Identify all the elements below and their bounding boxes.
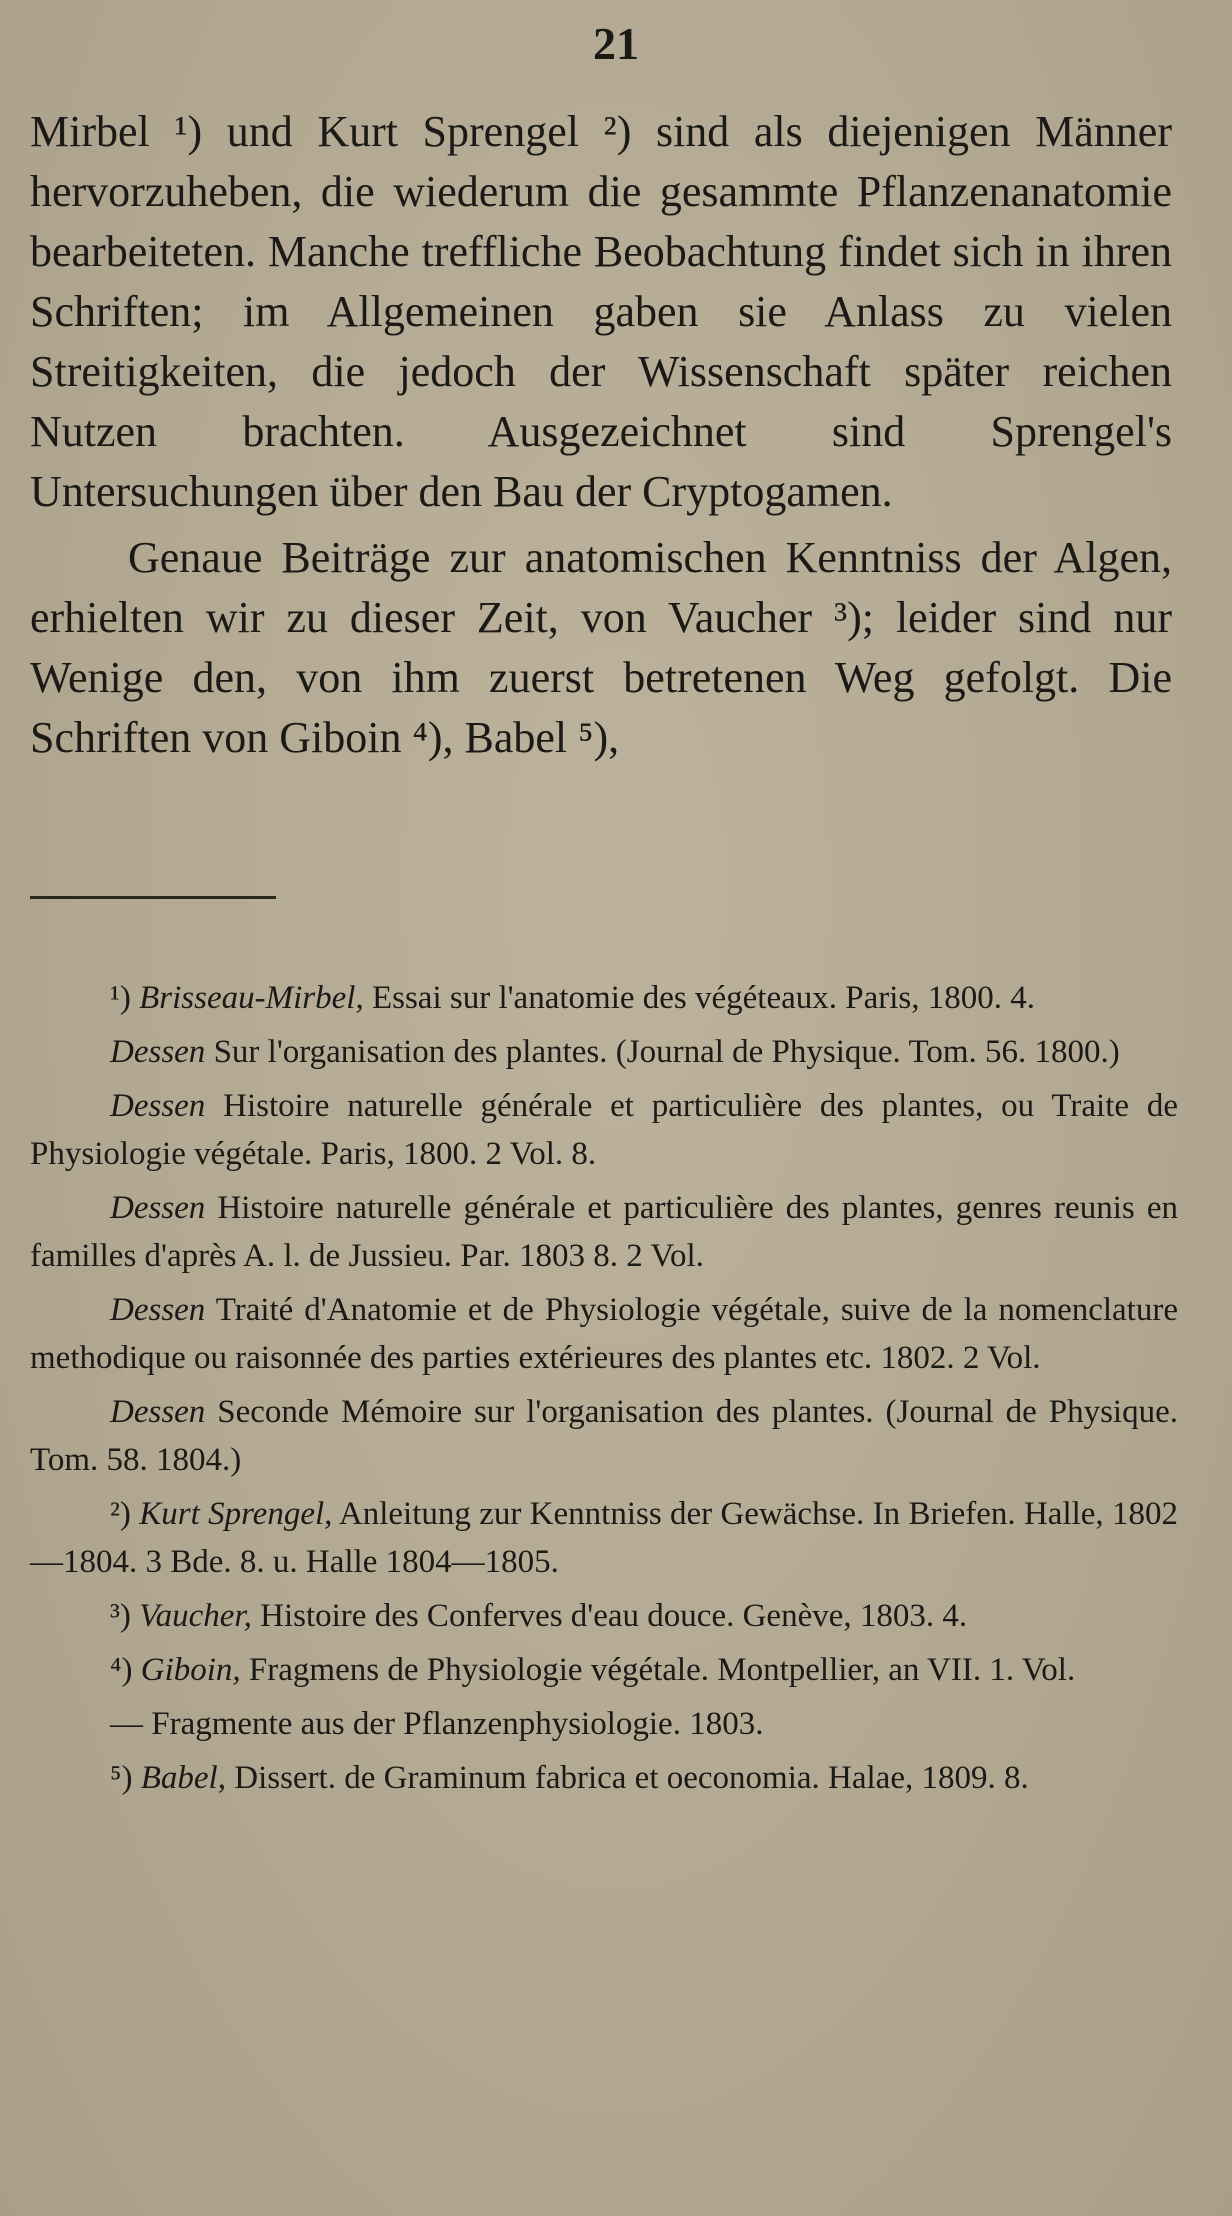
paragraph-1: Mirbel ¹) und Kurt Sprengel ²) sind als diejenigen Männer hervorzuheben, die wiederum die gesammte Pflanzenanatomie bearbeiteten. Manche treffliche Beobachtung findet sich in ihren Schriften; im Allgemeinen gaben sie Anlass zu vielen Streitigkeiten, die jedoch der Wissenschaft später reichen Nutzen brachten. Ausgezeichnet sind Sprengel's Untersuchungen über den Bau der Cryptogamen. xyxy=(30,107,1172,516)
footnote-author: Vaucher, xyxy=(139,1598,252,1634)
footnote-text: Dissert. de Graminum fabrica et oeconomia. Halae, 1809. 8. xyxy=(225,1760,1029,1796)
footnote-1-dessen-3 xyxy=(30,1184,1178,1280)
footnote-author: Babel, xyxy=(140,1760,226,1796)
page-number: 21 xyxy=(593,18,639,69)
footnote-text: Histoire naturelle générale et particulière des plantes, genres reunis en familles d'après A. l. de Jussieu. Par. 1803 8. 2 Vol. xyxy=(30,1190,1178,1274)
footnote-marker: ²) xyxy=(110,1496,131,1532)
footnote-text: Histoire des Conferves d'eau douce. Genève, 1803. 4. xyxy=(251,1598,968,1634)
footnote-author: Brisseau-Mirbel, xyxy=(139,980,364,1016)
footnote-author: Dessen xyxy=(110,1088,206,1124)
footnote-text: Sur l'organisation des plantes. (Journal de Physique. Tom. 56. 1800.) xyxy=(205,1034,1120,1070)
footnote-author: Kurt Sprengel, xyxy=(139,1496,333,1532)
footnote-1 xyxy=(30,974,1178,1022)
footnote-1-dessen-4 xyxy=(30,1286,1178,1382)
paragraph-2: Genaue Beiträge zur anatomischen Kenntniss der Algen, erhielten wir zu dieser Zeit, von Vaucher ³); leider sind nur Wenige den, von ihm zuerst betretenen Weg gefolgt. Die Schriften von Giboin ⁴), Babel ⁵), xyxy=(30,533,1172,762)
footnote-text: Seconde Mémoire sur l'organisation des plantes. (Journal de Physique. Tom. 58. 1804.) xyxy=(30,1394,1178,1478)
footnote-marker: ³) xyxy=(110,1598,131,1634)
footnote-text: — Fragmente aus der Pflanzenphysiologie. 1803. xyxy=(110,1706,764,1742)
footnote-2 xyxy=(30,1490,1178,1586)
footnote-4 xyxy=(30,1646,1178,1694)
footnote-4-continued xyxy=(30,1700,1178,1748)
footnote-author: Dessen xyxy=(110,1292,206,1328)
footnotes xyxy=(30,974,1178,1808)
footnote-text: Histoire naturelle générale et particulière des plantes, ou Traite de Physiologie végétale. Paris, 1800. 2 Vol. 8. xyxy=(30,1088,1178,1172)
footnote-1-dessen-1 xyxy=(30,1028,1178,1076)
footnote-text: Traité d'Anatomie et de Physiologie végétale, suive de la nomenclature methodique ou raisonnée des parties extérieures des plantes etc. 1802. 2 Vol. xyxy=(30,1292,1178,1376)
footnote-5 xyxy=(30,1754,1178,1802)
footnote-marker: ⁵) xyxy=(110,1760,133,1796)
footnote-1-dessen-5 xyxy=(30,1388,1178,1484)
footnote-1-dessen-2 xyxy=(30,1082,1178,1178)
footnote-marker: ⁴) xyxy=(110,1652,133,1688)
footnote-text: Essai sur l'anatomie des végéteaux. Paris, 1800. 4. xyxy=(363,980,1035,1016)
footnote-3 xyxy=(30,1592,1178,1640)
footnote-author: Dessen xyxy=(110,1190,206,1226)
body-text xyxy=(30,102,1172,768)
footnote-text: Anleitung zur Kenntniss der Gewächse. In Briefen. Halle, 1802—1804. 3 Bde. 8. u. Halle 1804—1805. xyxy=(30,1496,1179,1580)
footnote-author: Giboin, xyxy=(140,1652,241,1688)
footnote-text: Fragmens de Physiologie végétale. Montpellier, an VII. 1. Vol. xyxy=(240,1652,1076,1688)
footnote-author: Dessen xyxy=(110,1034,206,1070)
footnote-marker: ¹) xyxy=(110,980,131,1016)
footnote-divider xyxy=(30,896,276,899)
footnote-author: Dessen xyxy=(110,1394,206,1430)
